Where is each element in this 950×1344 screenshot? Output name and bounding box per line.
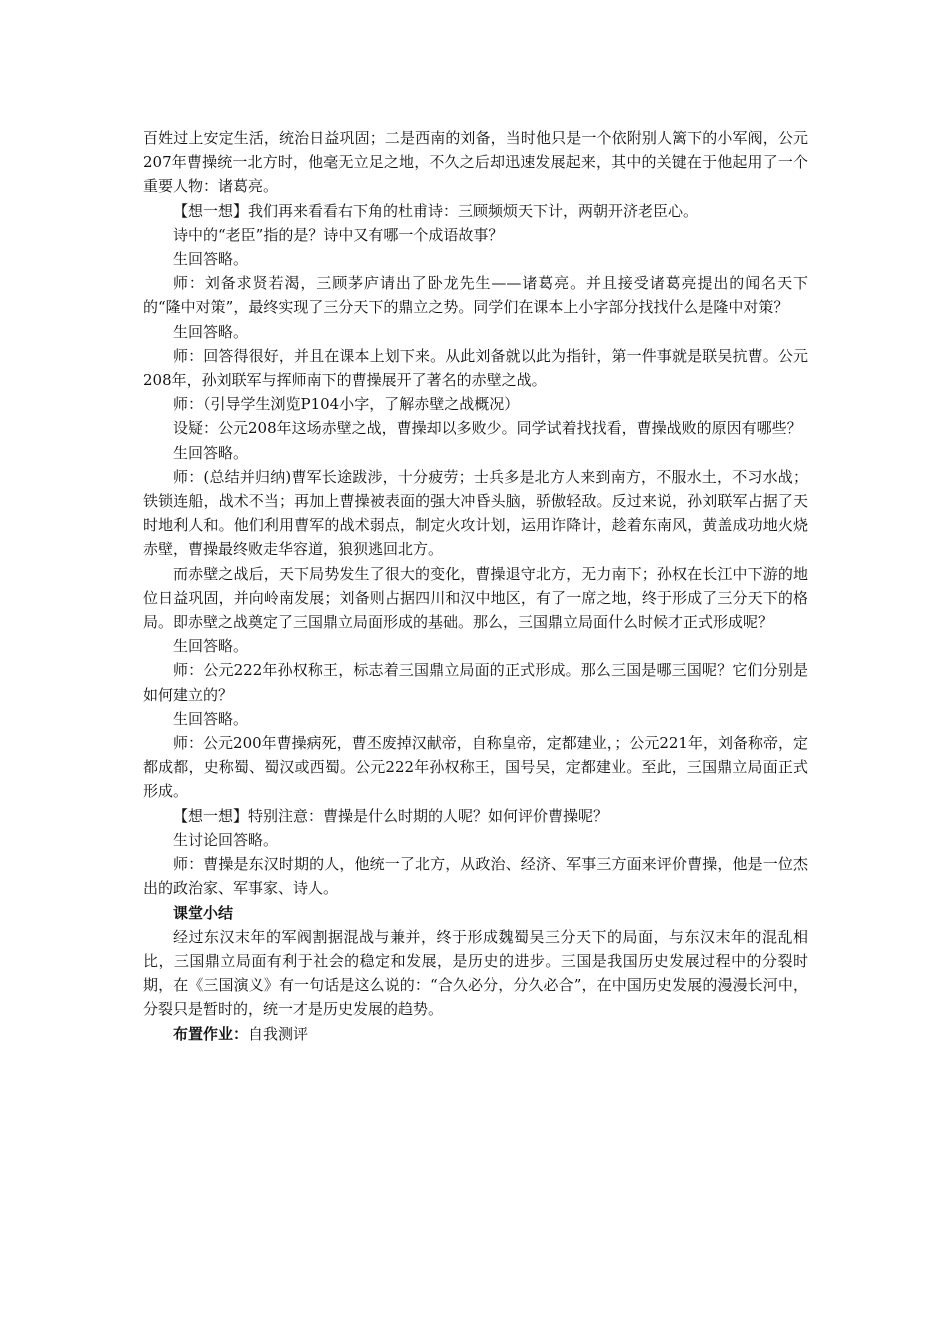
document-body (143, 126, 808, 1046)
paragraph: 师：曹操是东汉时期的人，他统一了北方，从政治、经济、军事三方面来评价曹操，他是一位杰出的政治家、军事家、诗人。 (143, 855, 808, 898)
homework-line (143, 1022, 808, 1046)
summary-heading: 课堂小结 (173, 903, 234, 922)
paragraph: 而赤壁之战后，天下局势发生了很大的变化，曹操退守北方，无力南下；孙权在长江中下游的地位日益巩固，并向岭南发展；刘备则占据四川和汉中地区，有了一席之地，终于形成了三分天下的格局。即赤壁之战奠定了三国鼎立局面形成的基础。那么，三国鼎立局面什么时候才正式形成呢？ (143, 564, 808, 632)
paragraph: 师：公元222年孙权称王，标志着三国鼎立局面的正式形成。那么三国是哪三国呢？它们分别是如何建立的？ (143, 661, 808, 704)
paragraph: 师：回答得很好，并且在课本上划下来。从此刘备就以此为指针，第一件事就是联吴抗曹。公元208年，孙刘联军与挥师南下的曹操展开了著名的赤壁之战。 (143, 346, 808, 390)
paragraph: 生回答略。 (173, 322, 249, 341)
paragraph: 百姓过上安定生活，统治日益巩固；二是西南的刘备，当时他只是一个依附别人篱下的小军阀，公元207年曹操统一北方时，他毫无立足之地，不久之后却迅速发展起来，其中的关键在于他起用了一个重要人物：诸葛亮。 (143, 129, 808, 196)
paragraph: 师：（引导学生浏览P104小字，了解赤壁之战概况） (173, 395, 520, 414)
paragraph: 设疑：公元208年这场赤壁之战，曹操却以多败少。同学试着找找看，曹操战败的原因有哪些？ (173, 419, 802, 438)
paragraph: 生讨论回答略。 (173, 830, 279, 849)
lesson-paragraphs (143, 126, 808, 901)
paragraph: 生回答略。 (173, 709, 249, 728)
paragraph: 【想一想】我们再来看看右下角的杜甫诗：三顾频烦天下计，两朝开济老臣心。 (173, 201, 699, 220)
paragraph: 生回答略。 (173, 250, 249, 269)
paragraph: 生回答略。 (173, 443, 249, 462)
paragraph: 师：刘备求贤若渴，三顾茅庐请出了卧龙先生——诸葛亮。并且接受诸葛亮提出的闻名天下的“隆中对策”，最终实现了三分天下的鼎立之势。同学们在课本上小字部分找找什么是隆中对策？ (143, 274, 808, 317)
paragraph: 【想一想】特别注意：曹操是什么时期的人呢？如何评价曹操呢？ (173, 806, 609, 825)
paragraph: 生回答略。 (173, 637, 249, 656)
paragraph: 师：(总结并归纳)曹军长途跋涉，十分疲劳；士兵多是北方人来到南方，不服水土，不习水战；铁锁连船，战术不当；再加上曹操被表面的强大冲昏头脑，骄傲轻敌。反过来说，孙刘联军占据了天时地利人和。他们利用曹军的战术弱点，制定火攻计划，运用诈降计，趁着东南风，黄盖成功地火烧赤壁，曹操最终败走华容道，狼狈逃回北方。 (143, 467, 808, 559)
summary-text: 经过东汉末年的军阀割据混战与兼并，终于形成魏蜀吴三分天下的局面，与东汉末年的混乱相比，三国鼎立局面有利于社会的稳定和发展，是历史的进步。三国是我国历史发展过程中的分裂时期，在《三国演义》有一句话是这么说的：“合久必分，分久必合”，在中国历史发展的漫漫长河中，分裂只是暂时的，统一才是历史发展的趋势。 (143, 927, 808, 1019)
paragraph: 诗中的“老臣”指的是？诗中又有哪一个成语故事？ (173, 225, 504, 244)
homework-text: 自我测评 (248, 1024, 309, 1043)
paragraph: 师：公元200年曹操病死，曹丕废掉汉献帝，自称皇帝，定都建业，；公元221年，刘备称帝，定都成都，史称蜀、蜀汉或西蜀。公元222年孙权称王，国号吴，定都建业。至此，三国鼎立局面正式形成。 (143, 734, 808, 801)
homework-label: 布置作业： (173, 1024, 249, 1043)
